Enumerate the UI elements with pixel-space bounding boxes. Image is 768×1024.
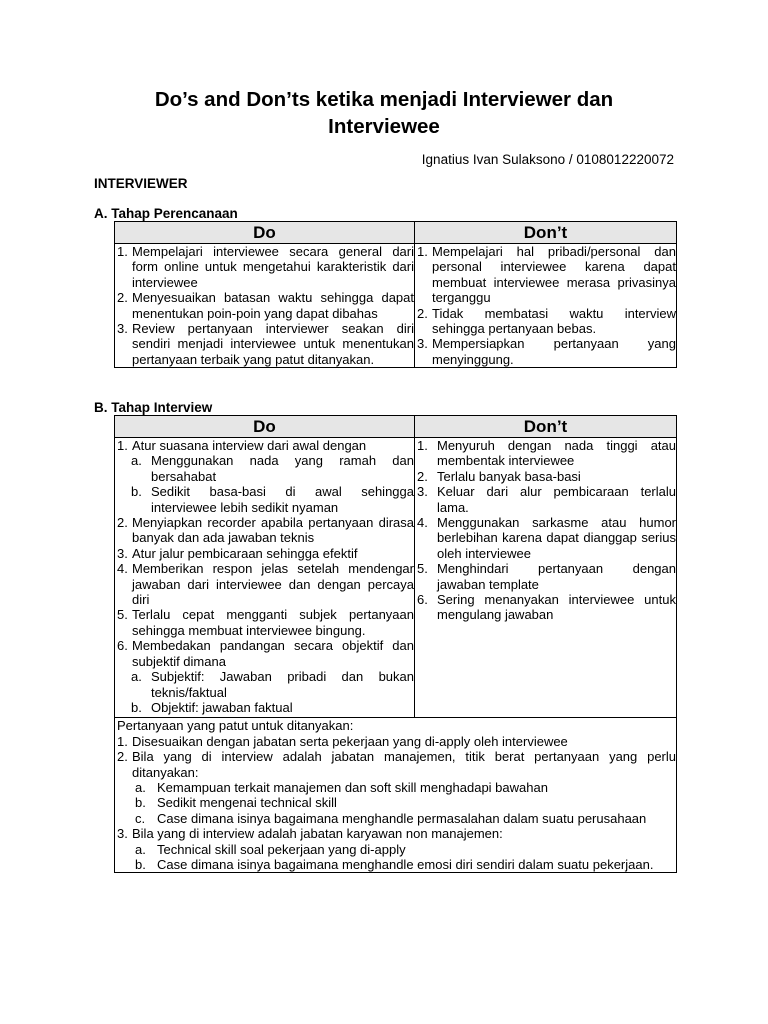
section-heading: INTERVIEWER bbox=[94, 176, 188, 191]
interview-table bbox=[114, 415, 677, 873]
title-line-1: Do’s and Don’ts ketika menjadi Interviewer dan bbox=[154, 88, 614, 111]
sub-item: b. Case dimana isinya bagaimana menghandle emosi diri sendiri dalam suatu pekerjaan. bbox=[135, 856, 654, 872]
list-item: 2. Bila yang di interview adalah jabatan manajemen, titik berat pertanyaan yang perlu ditanyakan: bbox=[117, 749, 676, 780]
list-item: 4. Memberikan respon jelas setelah mendengar jawaban dari interviewee dan dengan percaya diri bbox=[117, 561, 414, 608]
do-cell bbox=[115, 244, 415, 368]
list-item: 5. Terlalu cepat mengganti subjek pertanyaan sehingga membuat interviewee bingung. bbox=[117, 607, 414, 638]
list-item: 2. Menyesuaikan batasan waktu sehingga dapat menentukan poin-poin yang dapat dibahas bbox=[117, 290, 414, 321]
sub-item: a. Technical skill soal pekerjaan yang di-apply bbox=[135, 841, 406, 857]
sub-item: a. Kemampuan terkait manajemen dan soft skill menghadapi bawahan bbox=[135, 779, 548, 795]
questions-intro: Pertanyaan yang patut untuk ditanyakan: bbox=[117, 718, 354, 734]
sub-item: b. Sedikit mengenai technical skill bbox=[135, 795, 337, 811]
dont-header: Don’t bbox=[415, 416, 677, 438]
sub-item: c. Case dimana isinya bagaimana menghandle permasalahan dalam suatu perusahaan bbox=[135, 810, 647, 826]
list-item: 2. Tidak membatasi waktu interview sehingga pertanyaan bebas. bbox=[417, 305, 676, 337]
list-item: 3. Bila yang di interview adalah jabatan karyawan non manajemen: bbox=[117, 826, 503, 842]
sub-item: b. Sedikit basa-basi di awal sehingga interviewee lebih sedikit nyaman bbox=[131, 484, 414, 515]
phase-b-heading: B. Tahap Interview bbox=[94, 400, 213, 415]
phase-a-heading: A. Tahap Perencanaan bbox=[94, 206, 238, 221]
list-item: 3. Mempersiapkan pertanyaan yang menyinggung. bbox=[417, 336, 676, 367]
list-item: 3. Atur jalur pembicaraan sehingga efektif bbox=[117, 545, 358, 561]
list-item: 2. Terlalu banyak basa-basi bbox=[417, 468, 581, 484]
list-item: 3. Review pertanyaan interviewer seakan diri sendiri menjadi interviewee untuk menentukan pertanyaan terbaik yang patut ditanyakan. bbox=[117, 321, 414, 367]
list-item: 2. Menyiapkan recorder apabila pertanyaan dirasa banyak dan ada jawaban teknis bbox=[117, 515, 414, 546]
title-line-2: Interviewee bbox=[328, 115, 440, 138]
do-header: Do bbox=[115, 416, 415, 438]
list-item: 1. Atur suasana interview dari awal dengan bbox=[117, 438, 367, 453]
dont-cell bbox=[415, 438, 677, 718]
document-title bbox=[0, 86, 768, 140]
sub-item: a. Subjektif: Jawaban pribadi dan bukan teknis/faktual bbox=[131, 669, 414, 700]
list-item: 1. Mempelajari interviewee secara general dari form online untuk mengetahui karakteristik dari interviewee bbox=[117, 244, 414, 290]
list-item: 5. Menghindari pertanyaan dengan jawaban template bbox=[417, 561, 676, 592]
list-item: 6. Membedakan pandangan secara objektif dan subjektif dimana bbox=[117, 638, 414, 669]
list-item: 1. Mempelajari hal pribadi/personal dan personal interviewee karena dapat membuat interviewee merasa privasinya terganggu bbox=[417, 244, 676, 306]
planning-table bbox=[114, 221, 677, 368]
list-item: 1. Disesuaikan dengan jabatan serta pekerjaan yang di-apply oleh interviewee bbox=[117, 733, 568, 749]
do-cell bbox=[115, 438, 415, 718]
list-item: 3. Keluar dari alur pembicaraan terlalu lama. bbox=[417, 484, 676, 515]
do-header: Do bbox=[115, 222, 415, 244]
author-line: Ignatius Ivan Sulaksono / 0108012220072 bbox=[421, 152, 674, 167]
questions-cell bbox=[115, 718, 677, 873]
list-item: 6. Sering menanyakan interviewee untuk mengulang jawaban bbox=[417, 592, 676, 623]
list-item: 4. Menggunakan sarkasme atau humor berlebihan karena dapat dianggap serius oleh interviewee bbox=[417, 515, 676, 561]
list-item: 1. Menyuruh dengan nada tinggi atau membentak interviewee bbox=[417, 438, 676, 469]
dont-cell bbox=[415, 244, 677, 368]
sub-item: a. Menggunakan nada yang ramah dan bersahabat bbox=[131, 453, 414, 484]
dont-header: Don’t bbox=[415, 222, 677, 244]
sub-item: b. Objektif: jawaban faktual bbox=[131, 699, 293, 715]
